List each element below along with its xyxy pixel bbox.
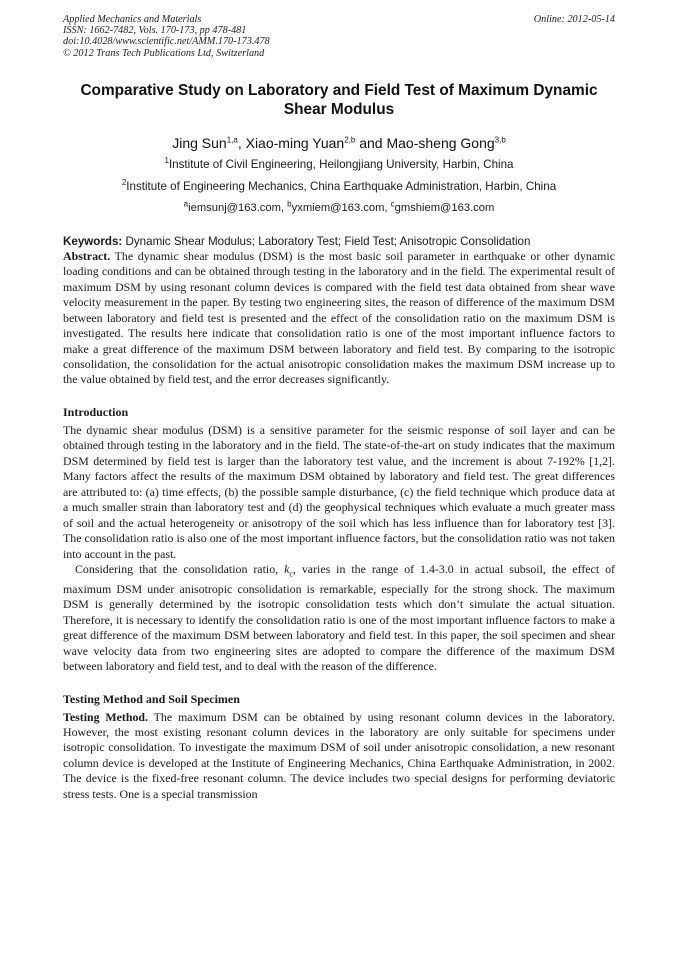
email-sup: b (287, 199, 292, 209)
author-sup: 3,b (494, 135, 506, 145)
intro-p2-text: Considering that the consolidation ratio, (75, 561, 285, 576)
symbol-k: k (284, 561, 290, 576)
email-address[interactable]: gmshiem@163.com (394, 201, 495, 214)
paper-title: Comparative Study on Laboratory and Field Test of Maximum Dynamic Shear Modulus (80, 81, 598, 118)
keywords-text: Dynamic Shear Modulus; Laboratory Test; Field Test; Anisotropic Consolidation (122, 234, 531, 248)
symbol-subscript: c (289, 569, 293, 579)
author-name: Jing Sun (172, 134, 227, 151)
affiliation-sup: 2 (121, 177, 127, 187)
author-list (63, 134, 615, 152)
intro-paragraph-1: The dynamic shear modulus (DSM) is a sensitive parameter for the seismic response of soil layer and can be obtained through testing in the laboratory and in the field. The state-of-the-art on study indicates that the maximum DSM determined by field test is larger than the laboratory test value, and the increment is about 7-192% [1,2]. Many factors affect the results of the maximum DSM obtained by laboratory and field test. The great differences are attributed to: (a) time effects, (b) the possible sample disturbance, (c) the field technique which produce data at a much smaller strain than laboratory test and (d) the geophysical techniques which evaluate a much greater mass of soil and the actual heterogeneity or anisotropy of the soil which has less influence than for laboratory test [3]. The consolidation ratio is also one of the most important influence factors, but the consolidation ratio was not taken into account in the past. (63, 422, 615, 561)
author-sup: 1,a (226, 135, 238, 145)
affiliation-text: Institute of Engineering Mechanics, China Earthquake Administration, Harbin, China (126, 179, 557, 193)
email-sup: c (390, 199, 395, 209)
copyright-line: © 2012 Trans Tech Publications Ltd, Switzerland (63, 47, 265, 59)
section-heading-introduction: Introduction (63, 404, 129, 419)
author-and: and (355, 134, 387, 151)
online-date: Online: 2012-05-14 (533, 14, 615, 25)
journal-header (63, 14, 615, 59)
testing-text: The maximum DSM can be obtained by using resonant column devices in the laboratory. However, the most existing resonant column devices in the laboratory are only suitable for specimens under isotropic consolidation. To investigate the maximum DSM of soil under anisotropic consolidation, a new resonant column device is developed at the Institute of Engineering Mechanics, China Earthquake Administration, in 2002. The device is the fixed-free resonant column. The device includes two special designs for performing deviatoric stress tests. One is a special transmission (63, 709, 615, 801)
doi-line: doi:10.4028/www.scientific.net/AMM.170-173.478 (63, 36, 270, 48)
email-sup: a (183, 199, 189, 209)
intro-paragraph-2 (63, 562, 615, 675)
keywords-line (63, 235, 615, 249)
testing-runin-heading: Testing Method. (63, 709, 149, 724)
abstract-label: Abstract. (63, 248, 111, 263)
intro-p2-text: , varies in the range of 1.4-3.0 in actual subsoil, the effect of maximum DSM under anisotropic consolidation is remarkable, especially for the strong shock. The maximum DSM is generally determined by the isotropic consolidation tests which don’t simulate the actual situation. Therefore, it is necessary to identify the consolidation ratio is one of the most important influence factors to make a great difference of the maximum DSM between laboratory and field test. In this paper, the soil specimen and shear wave velocity data from two engineering sites are adopted to compare the difference of the maximum DSM between laboratory and field test, and to deal with the reason of the difference. (63, 561, 615, 674)
abstract-text: The dynamic shear modulus (DSM) is the most basic soil parameter in earthquake or other dynamic loading conditions and can be obtained through testing in the laboratory and in the field. The experimental result of maximum DSM by using resonant column devices is compared with the field test data obtained from shear wave velocity measurement in the paper. By testing two engineering sites, the reason of difference of the maximum DSM between laboratory and field test is presented and the effect of the consolidation ratio on the maximum DSM is investigated. The results here indicate that consolidation ratio is one of the most important influence factors to make a great difference of the maximum DSM between laboratory and field test. By comparing to the isotropic consolidation, the consolidation for the actual anisotropic consolidation makes the maximum DSM increase up to the value obtained by field test, and the error decreases significantly. (63, 248, 615, 387)
abstract-paragraph (63, 249, 615, 388)
email-list: $^a$iemsunj@163.com, $^b$yxmiem@163.com, $^c$gmshiem@163.com (183, 199, 495, 214)
testing-paragraph-1 (63, 710, 615, 803)
affiliation-text: Institute of Civil Engineering, Heilongjiang University, Harbin, China (168, 157, 514, 171)
affiliation-2 (63, 177, 615, 194)
issn-line: ISSN: 1662-7482, Vols. 170-173, pp 478-481 (63, 25, 247, 37)
affiliation-sup: 1 (164, 155, 169, 165)
section-heading-testing: Testing Method and Soil Specimen (63, 691, 240, 706)
keywords-label: Keywords: (63, 234, 123, 248)
journal-name: Applied Mechanics and Materials (63, 14, 202, 25)
affiliation-1 (63, 155, 615, 172)
author-sup: 2,b (344, 135, 356, 145)
email-address[interactable]: yxmiem@163.com (291, 201, 385, 214)
author-name: Mao-sheng Gong (386, 134, 495, 151)
email-address[interactable]: iemsunj@163.com (188, 201, 281, 214)
author-name: Xiao-ming Yuan (245, 134, 345, 151)
author-separator: , (237, 134, 246, 151)
